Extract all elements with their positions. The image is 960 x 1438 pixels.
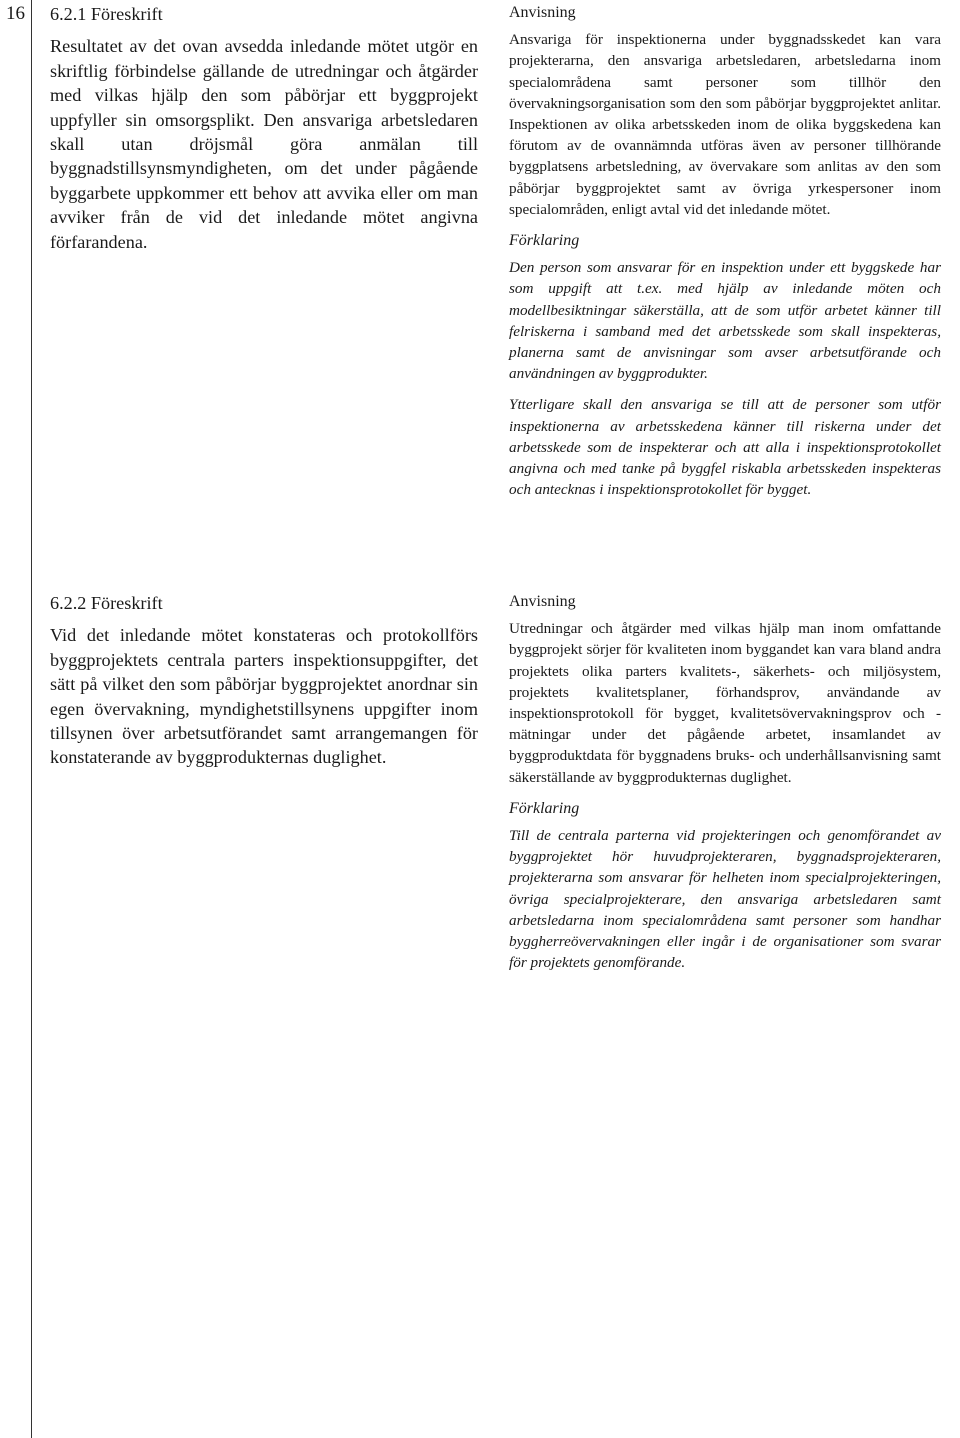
regulation-body: Resultatet av det ovan avsedda inledande mötet utgör en skriftlig förbindelse gällande de utredningar och åtgärder med vilkas hjälp den som påbörjar ett byggprojekt uppfyller sin omsorgsplikt. Den ansvariga arbetsledaren skall utan dröjsmål göra anmälan till byggnadstillsynsmyndigheten, om det under pågående byggarbete uppkommer ett behov att avvika eller om man avviker från de vid det inledande mötet angivna förfarandena. [50, 36, 478, 252]
section-6-2-1-guidance [509, 2, 941, 510]
anvisning-text: Ansvariga för inspektionerna under byggnadsskedet kan vara projekterarna, den ansvariga arbetsledaren, arbetsledarna inom specialområdena samt personer som tillhör den övervakningsorganisation som den som påbörjar byggprojektet anlitar. Inspektionen av olika arbetsskeden inom de olika byggskedena kan förutom av de ovannämnda utföras även av personer tillhörande byggplatsens arbetsledning, av övervakare som anlitas av den som påbörjar byggprojektet samt av övriga yrkespersoner inom specialområden, enligt avtal vid det inledande mötet. [509, 31, 941, 218]
anvisning-text: Utredningar och åtgärder med vilkas hjälp man inom omfattande byggprojekt sörjer för kvaliteten inom byggandet kan vara bland andra projektets olika parters kvalitets-, säkerhets- och miljösystem, projektets kvalitetsplaner, förhandsprov, användande av inspektionsprotokoll för bygget, kvalitetsövervakningsprov och -mätningar under det pågående arbetet, insamlandet av byggproduktdata för byggnadens bruks- och underhållsanvisning samt säkerställande av byggprodukternas duglighet. [509, 620, 941, 786]
forklaring-paragraph: Till de centrala parterna vid projekteringen och genomförandet av byggprojektet hör huvudprojekteraren, byggnadsprojekteraren, projekterarna som ansvarar för helheten inom specialprojekteringen, övriga specialprojekterare, den ansvariga arbetsledaren samt arbetsledarna inom specialområdena samt personer som handhar byggherreövervakningen eller ingår i de organisationer som svarar för projektets genomförande. [509, 827, 941, 972]
section-6-2-2-guidance [509, 591, 941, 983]
margin-rule [31, 0, 32, 1438]
forklaring-paragraph: Ytterligare skall den ansvariga se till att de personer som utför inspektionerna av arbetsskedena känner till riskerna under det arbetsskede som de inspekterar och att alla i inspektionsprotokollet angivna och med tanke på byggfel riskabla arbetsskeden inspekteras och antecknas i inspektionsprotokollet för bygget. [509, 396, 941, 499]
forklaring-label: Förklaring [509, 232, 580, 250]
page-number: 16 [6, 3, 25, 24]
regulation-body: Vid det inledande mötet konstateras och protokollförs byggprojektets centrala parters inspektionsuppgifter, det sätt på vilket den som påbörjar byggprojektet anordnar sin egen övervakning, myndighetstillsynens uppgifter inom tillsynen över arbetsutförandet samt arrangemangen för konstaterande av byggprodukternas duglighet. [50, 625, 478, 768]
anvisning-label: Anvisning [509, 593, 576, 610]
section-6-2-2-regulation [50, 591, 478, 770]
section-heading: 6.2.1 Föreskrift [50, 4, 163, 24]
forklaring-paragraph: Den person som ansvarar för en inspektion under ett byggskede har som uppgift att t.ex. med hjälp av inledande möten och modellbesiktningar säkerställa, att de som utför arbetet känner till felriskerna i samband med det arbetsskede som skall inspekteras, planerna samt de anvisningar som avser arbetsutförande och användningen av byggprodukter. [509, 259, 941, 383]
anvisning-label: Anvisning [509, 4, 576, 21]
section-6-2-1-regulation [50, 2, 478, 254]
section-heading: 6.2.2 Föreskrift [50, 593, 163, 613]
forklaring-label: Förklaring [509, 799, 580, 817]
